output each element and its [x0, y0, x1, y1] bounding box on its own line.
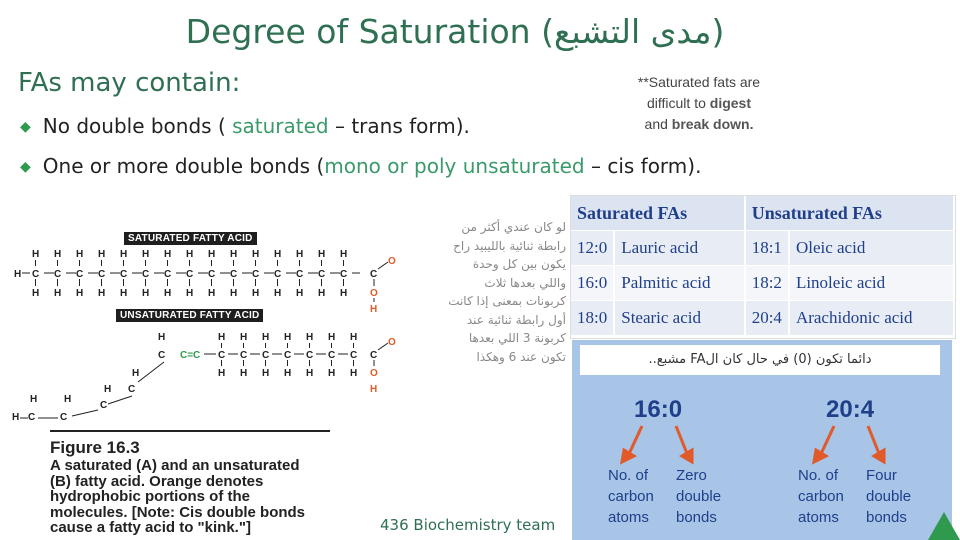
svg-text:H: H — [370, 384, 378, 395]
table-cell: Palmitic acid — [614, 266, 744, 301]
table-cell: Stearic acid — [614, 301, 744, 336]
arrow-head — [622, 450, 634, 462]
arrow-head — [874, 450, 884, 462]
figure-caption — [50, 430, 350, 536]
table-cell: 18:1 — [745, 231, 789, 266]
svg-text:C: C — [60, 412, 68, 422]
saturated-chain — [14, 249, 396, 315]
arabic-line: كربونة 3 اللي بعدها — [468, 331, 566, 345]
bullet-2-post: – cis form). — [584, 154, 702, 178]
box-line: double — [866, 488, 912, 505]
arrow-head — [814, 450, 826, 462]
box-line: bonds — [676, 509, 717, 526]
svg-text:C: C — [218, 350, 226, 361]
arabic-line: لو كان عندي أكثر من — [461, 220, 566, 234]
svg-text:C: C — [32, 269, 40, 280]
table-cell: Lauric acid — [614, 231, 744, 266]
table-row — [571, 266, 954, 301]
svg-text:C: C — [128, 384, 136, 395]
table-cell: 16:0 — [571, 266, 614, 301]
table-cell: 18:0 — [571, 301, 614, 336]
arabic-line: كربونات بمعنى إذا كانت — [448, 294, 566, 308]
svg-text:H: H — [132, 368, 140, 379]
box-line: Four — [866, 467, 897, 484]
box-line: atoms — [798, 509, 839, 526]
caption-line: cause a fatty acid to "kink."] — [50, 519, 251, 536]
svg-text:H: H — [32, 249, 40, 260]
svg-text:O: O — [370, 288, 378, 299]
svg-text:C: C — [370, 269, 378, 280]
note-line-3-pre: and — [644, 116, 672, 132]
svg-text:O: O — [388, 256, 396, 267]
svg-text:C: C — [28, 412, 36, 422]
note-line-2-pre: difficult to — [646, 95, 710, 111]
note-digest: digest — [709, 95, 751, 111]
bullet-diamond-icon: ◆ — [20, 159, 31, 175]
header-saturated: Saturated FAs — [571, 196, 745, 231]
notation-right: 20:4 — [826, 396, 875, 423]
bullet-2-pre: One or more double bonds ( — [42, 154, 325, 178]
unsaturated-chain — [12, 332, 396, 422]
label-saturated: SATURATED FATTY ACID — [124, 232, 257, 245]
slide-title: Degree of Saturation (مدى التشبع) — [185, 12, 725, 51]
notation-left: 16:0 — [634, 396, 683, 423]
svg-text:H: H — [218, 368, 226, 379]
arabic-double-bond-note — [420, 218, 566, 366]
note-break-down: break down. — [671, 116, 754, 132]
bullet-saturated — [20, 114, 470, 138]
svg-text:H: H — [32, 288, 40, 299]
bullet-diamond-icon: ◆ — [20, 119, 31, 135]
svg-text:C: C — [100, 400, 108, 411]
bullet-1-pre: No double bonds ( — [42, 114, 233, 138]
svg-text:H: H — [218, 332, 226, 343]
header-unsaturated: Unsaturated FAs — [745, 196, 954, 231]
fatty-acid-structures-svg — [8, 222, 428, 422]
arabic-line: أول رابطة ثنائية عند — [466, 312, 566, 327]
fatty-acid-figure — [8, 222, 428, 422]
table-cell: 20:4 — [745, 301, 789, 336]
box-line: Zero — [676, 467, 707, 484]
table-cell: Oleic acid — [789, 231, 954, 266]
arrow-head — [682, 450, 692, 462]
table-cell: Linoleic acid — [789, 266, 954, 301]
bullet-1-accent: saturated — [232, 114, 329, 138]
box-carbon-atoms-left — [608, 465, 654, 528]
footer-team: 436 Biochemistry team — [380, 516, 556, 534]
caption-line: (B) fatty acid. Orange denotes — [50, 472, 264, 490]
slide-corner-triangle-icon — [928, 512, 960, 540]
fa-table — [571, 196, 955, 336]
table-row — [571, 301, 954, 336]
box-zero-double-bonds — [676, 465, 721, 528]
bullet-1-post: – trans form). — [328, 114, 470, 138]
caption-line: molecules. [Note: Cis double bonds — [50, 503, 306, 521]
svg-text:O: O — [370, 368, 378, 379]
svg-text:H: H — [12, 412, 20, 422]
svg-text:C=C: C=C — [180, 350, 201, 361]
box-line: carbon — [608, 488, 654, 505]
panel-arabic-note: دائما تكون (0) في حال كان الFA مشبع.. — [580, 345, 940, 375]
note-line-3 — [610, 114, 788, 135]
svg-text:H: H — [30, 394, 38, 405]
table-cell: 18:2 — [745, 266, 789, 301]
table-row — [571, 231, 954, 266]
arabic-line: تكون عند 6 وهكذا — [476, 349, 566, 364]
caption-divider — [50, 430, 330, 432]
bullet-2-accent: mono or poly unsaturated — [324, 154, 585, 178]
svg-text:C: C — [370, 350, 378, 361]
svg-text:H: H — [370, 304, 378, 315]
box-line: atoms — [608, 509, 649, 526]
caption-line: hydrophobic portions of the — [50, 488, 250, 505]
caption-line: A saturated (A) and an unsaturated — [50, 457, 300, 474]
svg-text:H: H — [104, 384, 112, 395]
box-line: double — [676, 488, 722, 505]
notation-arrows-svg — [572, 420, 952, 470]
box-line: No. of — [798, 467, 839, 484]
table-cell: Arachidonic acid — [789, 301, 954, 336]
box-line: No. of — [608, 467, 649, 484]
svg-text:H: H — [14, 269, 22, 280]
box-line: bonds — [866, 509, 907, 526]
arrows — [622, 426, 884, 462]
svg-text:C: C — [158, 350, 166, 361]
bullet-unsaturated — [20, 154, 701, 178]
note-line-1: **Saturated fats are — [637, 74, 761, 90]
fatty-acid-table — [570, 195, 956, 339]
svg-text:H: H — [64, 394, 72, 405]
arabic-line: واللي بعدها ثلاث — [484, 275, 566, 290]
digest-note — [610, 72, 788, 144]
svg-text:H: H — [158, 332, 166, 343]
caption-figure-number: Figure 16.3 — [50, 438, 140, 457]
box-four-double-bonds — [866, 465, 911, 528]
label-unsaturated: UNSATURATED FATTY ACID — [116, 309, 263, 322]
box-line: carbon — [798, 488, 844, 505]
table-header-row — [571, 196, 954, 231]
table-cell: 12:0 — [571, 231, 614, 266]
note-line-2 — [610, 93, 788, 114]
section-heading: FAs may contain: — [18, 68, 241, 98]
svg-text:O: O — [388, 337, 396, 348]
arabic-line: يكون بين كل وحدة — [472, 257, 566, 271]
box-carbon-atoms-right — [798, 465, 844, 528]
arabic-line: رابطة ثنائية بالليبيد راح — [453, 238, 566, 253]
